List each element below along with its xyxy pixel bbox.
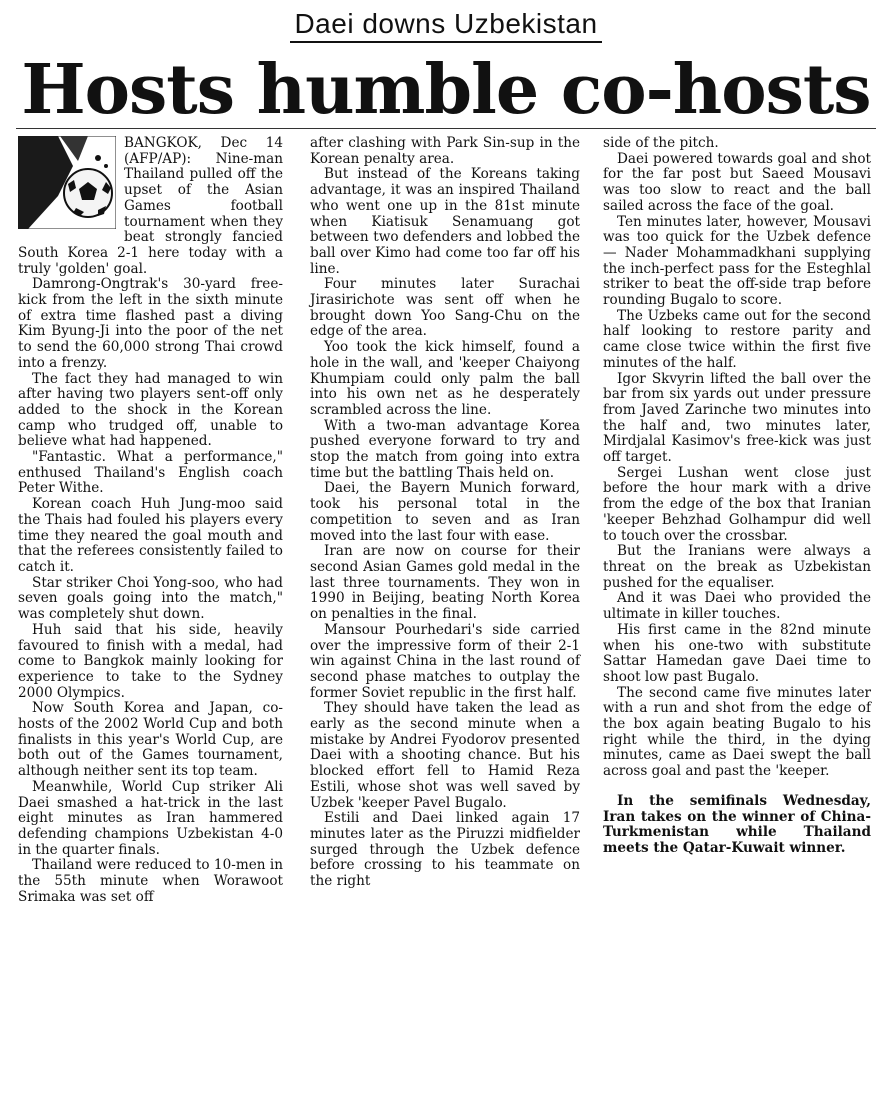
paragraph: Daei powered towards goal and shot for the far post but Saeed Mousavi was too slow to react and the ball sailed across the face of the goal. [603, 150, 871, 214]
paragraph: Sergei Lushan went close just before the hour mark with a drive from the edge of the box that Iranian 'keeper Behzhad Golhampur did well to touch over the crossbar. [603, 464, 871, 544]
paragraph: side of the pitch. [603, 135, 719, 151]
paragraph: Daei, the Bayern Munich forward, took his personal total in the competition to seven and as Iran moved into the last four with ease. [310, 480, 580, 544]
paragraph: The second came five minutes later with a run and shot from the edge of the box again beating Bugalo to his right while the third, in the dying minutes, came as Daei swept the ball across goal and past the 'keeper. [603, 684, 871, 780]
column-3 [603, 136, 871, 857]
paragraph: And it was Daei who provided the ultimate in killer touches. [603, 590, 871, 623]
paragraph: With a two-man advantage Korea pushed everyone forward to try and stop the match from going into extra time but the battling Thais held on. [310, 417, 580, 481]
paragraph: "Fantastic. What a performance," enthused Thailand's English coach Peter Withe. [18, 449, 283, 497]
headline: Hosts humble co-hosts [21, 50, 871, 130]
paragraph: Yoo took the kick himself, found a hole in the wall, and 'keeper Chaiyong Khumpiam could only palm the ball into his own net as he desperately scrambled across the line. [310, 339, 580, 418]
closing-paragraph: In the semifinals Wednesday, Iran takes on the winner of China-Turkmenistan while Thailand meets the Qatar-Kuwait winner. [603, 792, 871, 856]
paragraph: They should have taken the lead as early as the second minute when a mistake by Andrei Fyodorov presented Daei with a shooting chance. But his blocked effort fell to Hamid Reza Estili, whose shot was well saved by Uzbek 'keeper Pavel Bugalo. [310, 700, 580, 811]
paragraph: Iran are now on course for their second Asian Games gold medal in the last three tournaments. They won in 1990 in Beijing, beating North Korea on penalties in the final. [310, 543, 580, 623]
paragraph: The Uzbeks came out for the second half looking to restore parity and came close twice within the first five minutes of the half. [603, 307, 871, 371]
header-rule [16, 128, 876, 129]
paragraph: Thailand were reduced to 10-men in the 55th minute when Worawoot Srimaka was set off [18, 857, 283, 905]
football-photo [18, 136, 116, 229]
kicker [0, 8, 892, 43]
paragraph: Huh said that his side, heavily favoured to finish with a medal, had come to Bangkok mainly looking for experience to take to the Sydney 2000 Olympics. [18, 621, 283, 701]
paragraph: Four minutes later Surachai Jirasirichote was sent off when he brought down Yoo Sang-Chu on the edge of the area. [310, 276, 580, 340]
paragraph: The fact they had managed to win after having two players sent-off only added to the shock in the Korean camp who trudged off, unable to believe what had happened. [18, 370, 283, 450]
paragraph: Meanwhile, World Cup striker Ali Daei smashed a hat-trick in the last eight minutes as Iran hammered defending champions Uzbekistan 4-0 in the quarter finals. [18, 778, 283, 858]
football-icon [18, 136, 116, 229]
paragraph: Mansour Pourhedari's side carried over the impressive form of their 2-1 win against China in the last round of second phase matches to outplay the former Soviet republic in the first half. [310, 621, 580, 701]
paragraph: But instead of the Koreans taking advantage, it was an inspired Thailand who went one up in the 81st minute when Kiatisuk Senamuang got between two defenders and lobbed the ball over Kimo had come too far off his line. [310, 166, 580, 277]
kicker-text: Daei downs Uzbekistan [290, 8, 601, 43]
paragraph: Korean coach Huh Jung-moo said the Thais had fouled his players every time they neared the goal mouth and that the referees consistently failed to catch it. [18, 496, 283, 575]
paragraph: Estili and Daei linked again 17 minutes later as the Piruzzi midfielder surged through the Uzbek defence before crossing to his teammate on the right [310, 810, 580, 890]
paragraph: Ten minutes later, however, Mousavi was too quick for the Uzbek defence — Nader Mohammadkhani supplying the inch-perfect pass for the Esteghlal striker to beat the off-side trap before rounding Bugalo to score. [603, 213, 871, 309]
paragraph: Damrong-Ongtrak's 30-yard free-kick from the left in the sixth minute of extra time flashed past a diving Kim Byung-Ji into the poor of the net to send the 60,000 strong Thai crowd into a frenzy. [18, 276, 283, 371]
paragraph: Now South Korea and Japan, co-hosts of the 2002 World Cup and both finalists in this year's World Cup, are both out of the Games tournament, although neither sent its top team. [18, 700, 283, 780]
paragraph: BANGKOK, Dec 14 (AFP/AP): Nine-man Thailand pulled off the upset of the Asian Games football tournament when they beat strongly fancied South Korea 2-1 here today with a truly 'golden' goal. [18, 135, 283, 277]
paragraph: Igor Skvyrin lifted the ball over the bar from six yards out under pressure from Javed Zarinche two minutes into the half and, two minutes later, Mirdjalal Kasimov's free-kick was just off target. [603, 370, 871, 466]
column-1 [18, 136, 283, 905]
paragraph: Star striker Choi Yong-soo, who had seven goals going into the match," was completely shut down. [18, 574, 283, 623]
column-2 [310, 136, 580, 890]
paragraph: after clashing with Park Sin-sup in the Korean penalty area. [310, 135, 580, 167]
paragraph: His first came in the 82nd minute when his one-two with substitute Sattar Hamedan gave Daei time to shoot low past Bugalo. [603, 621, 871, 685]
paragraph: But the Iranians were always a threat on the break as Uzbekistan pushed for the equaliser. [603, 543, 871, 591]
